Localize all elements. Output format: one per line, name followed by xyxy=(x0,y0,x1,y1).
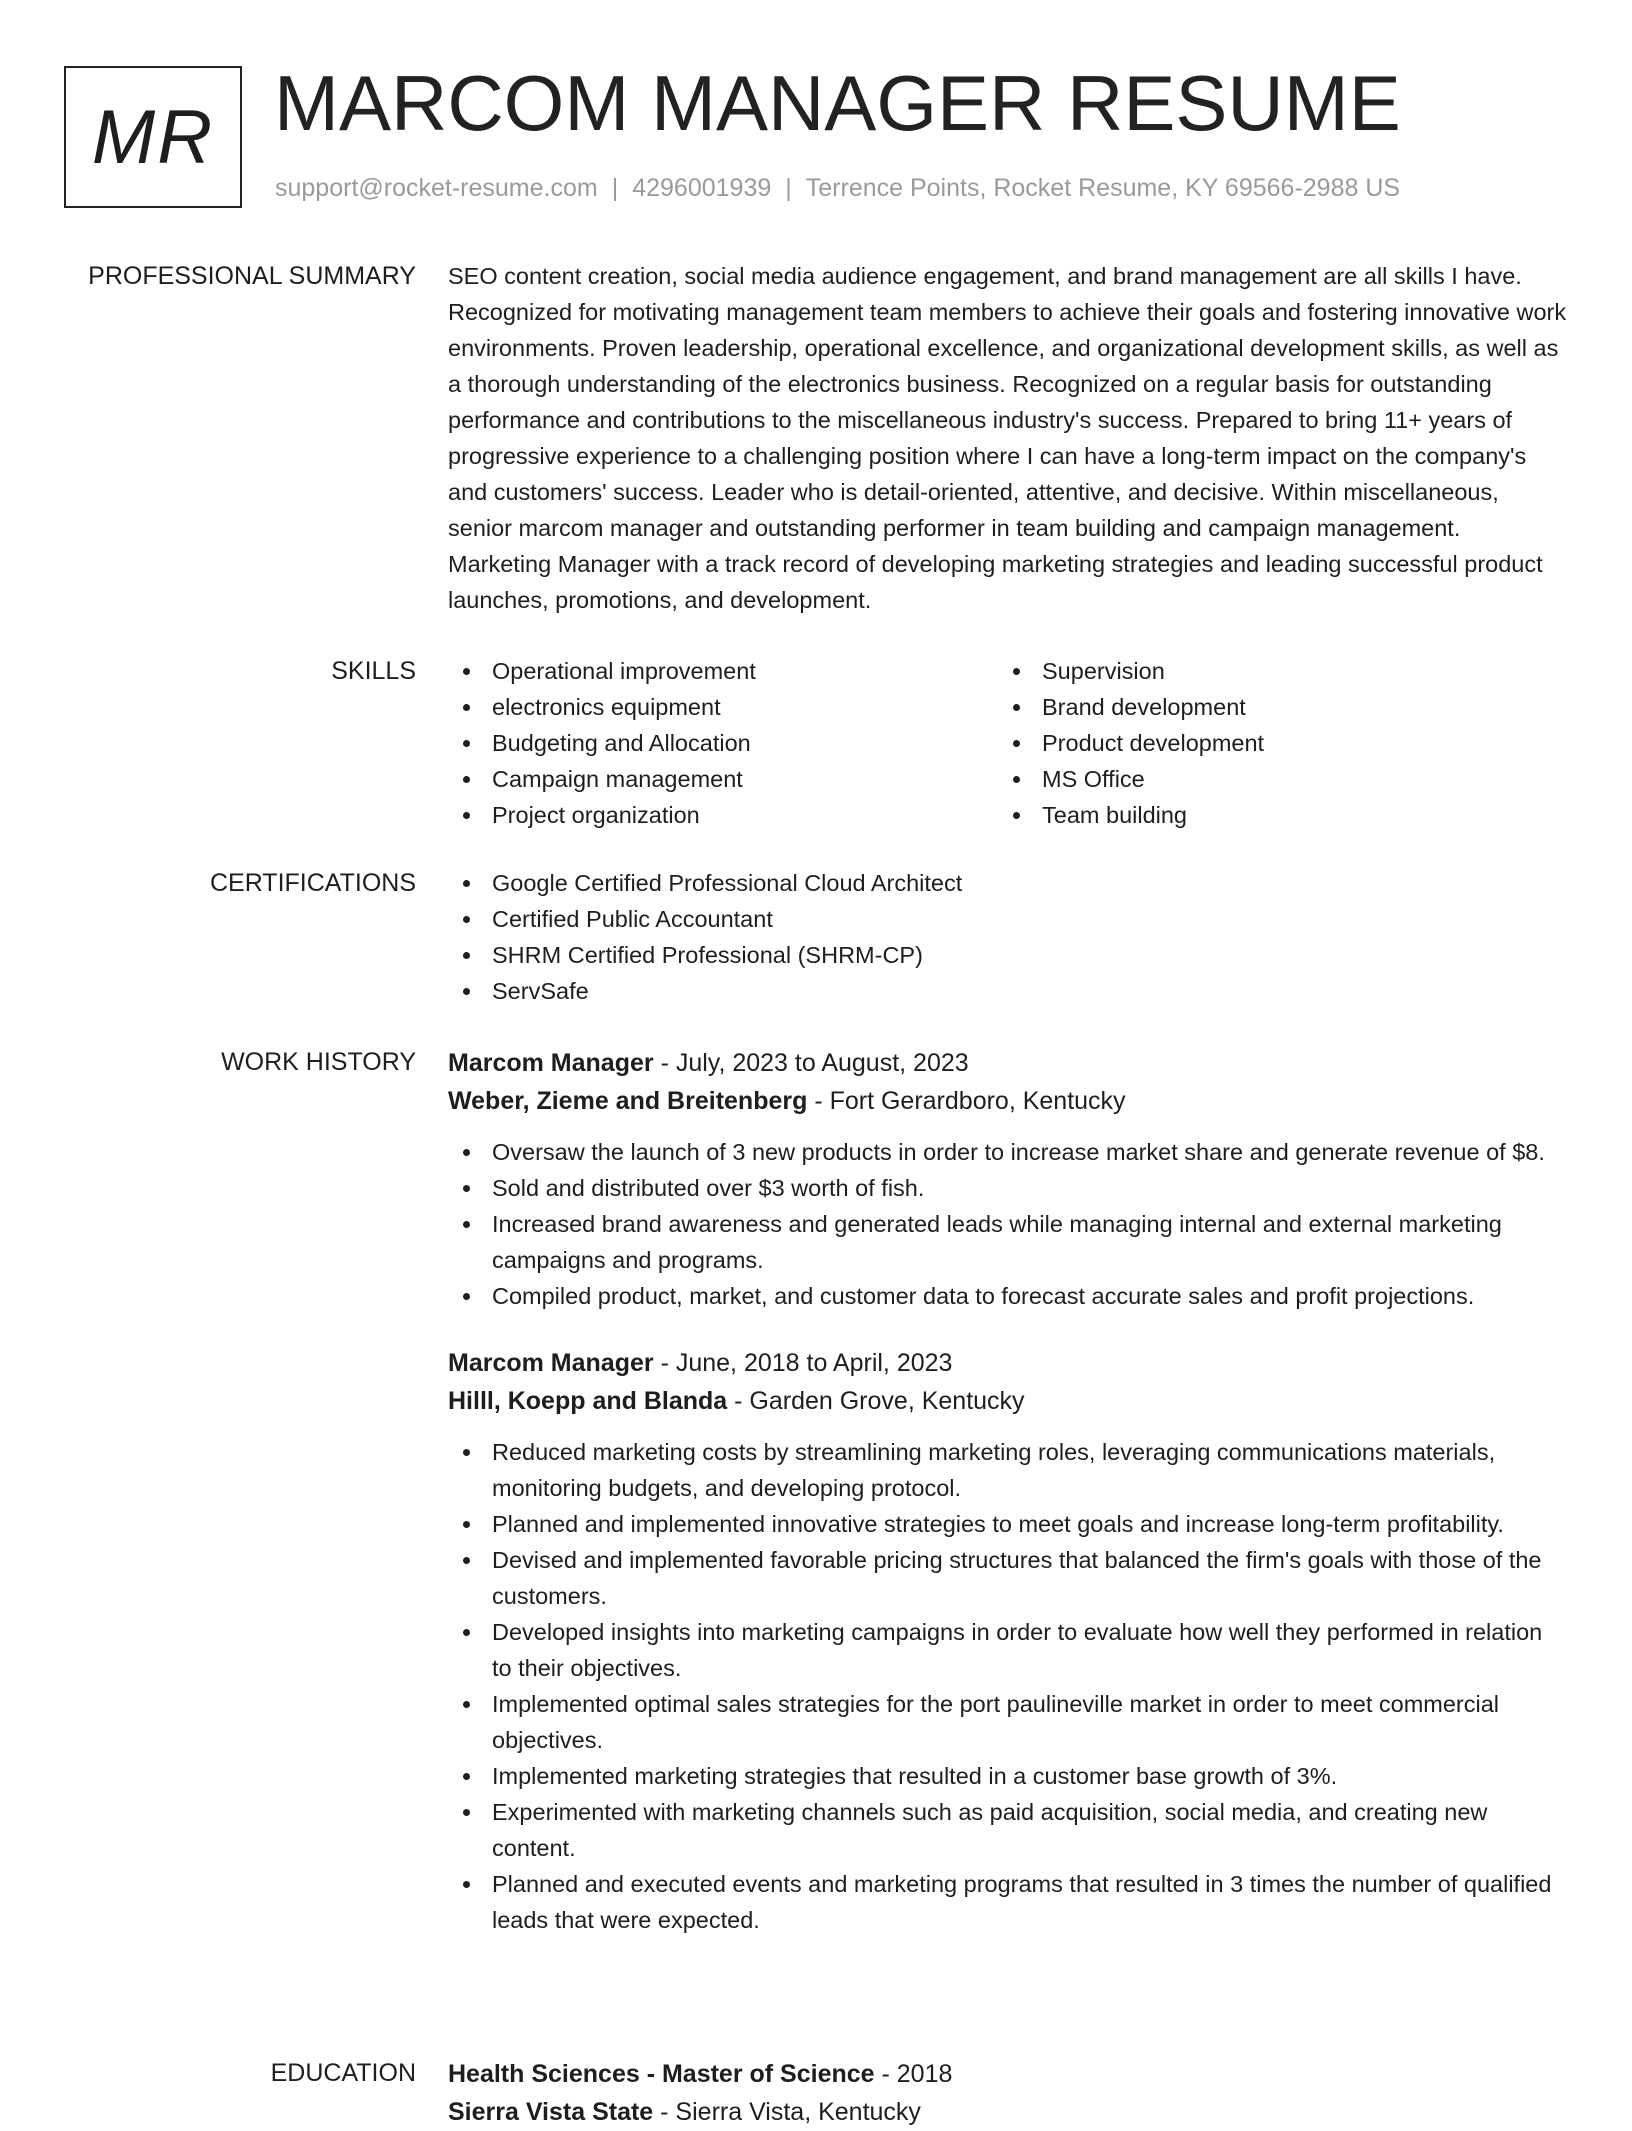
skill-item: electronics equipment xyxy=(448,689,998,725)
skills-grid xyxy=(448,653,1568,833)
section-label-education: EDUCATION xyxy=(270,2059,416,2087)
job-location: - Fort Gerardboro, Kentucky xyxy=(807,1087,1126,1115)
skill-item: Supervision xyxy=(998,653,1548,689)
skill-item: Brand development xyxy=(998,689,1548,725)
job-duty: Experimented with marketing channels such as paid acquisition, social media, and creating new content. xyxy=(448,1794,1568,1866)
job-duty: Implemented optimal sales strategies for the port paulineville market in order to meet commercial objectives. xyxy=(448,1686,1568,1758)
skill-item: Budgeting and Allocation xyxy=(448,725,998,761)
certification-item: SHRM Certified Professional (SHRM-CP) xyxy=(448,937,1568,973)
job-title: Marcom Manager xyxy=(448,1049,654,1077)
education-year: - 2018 xyxy=(874,2060,953,2088)
section-label-skills: SKILLS xyxy=(331,657,416,685)
certifications-list xyxy=(448,865,1568,1009)
job-dates: - June, 2018 to April, 2023 xyxy=(653,1349,953,1377)
skill-item: Project organization xyxy=(448,797,998,833)
job-duty: Devised and implemented favorable pricing structures that balanced the firm's goals with those of the customers. xyxy=(448,1542,1568,1614)
job-duty: Planned and implemented innovative strategies to meet goals and increase long-term profitability. xyxy=(448,1506,1568,1542)
job-company: Weber, Zieme and Breitenberg xyxy=(448,1087,808,1115)
job-dates: - July, 2023 to August, 2023 xyxy=(653,1049,969,1077)
certification-item: Certified Public Accountant xyxy=(448,901,1568,937)
job-duties-list xyxy=(448,1134,1568,1314)
job-duty: Increased brand awareness and generated leads while managing internal and external marketing campaigns and programs. xyxy=(448,1206,1568,1278)
job-company-line xyxy=(448,1082,1568,1120)
certification-item: Google Certified Professional Cloud Architect xyxy=(448,865,1568,901)
section-label-certifications: CERTIFICATIONS xyxy=(209,869,416,897)
job-location: - Garden Grove, Kentucky xyxy=(727,1387,1025,1415)
contact-email[interactable]: support@rocket-resume.com xyxy=(275,174,598,202)
job-duties-list xyxy=(448,1434,1568,1938)
job-duty: Developed insights into marketing campaigns in order to evaluate how well they performed in relation to their objectives. xyxy=(448,1614,1568,1686)
skill-item: MS Office xyxy=(998,761,1548,797)
contact-address: Terrence Points, Rocket Resume, KY 69566-2988 US xyxy=(805,174,1401,202)
skills-list-right xyxy=(998,653,1548,833)
skill-item: Operational improvement xyxy=(448,653,998,689)
education-school: Sierra Vista State xyxy=(448,2098,654,2126)
skills-list-left xyxy=(448,653,998,833)
job-duty: Compiled product, market, and customer data to forecast accurate sales and profit projections. xyxy=(448,1278,1568,1314)
education-degree: Health Sciences - Master of Science xyxy=(448,2060,875,2088)
skill-item: Team building xyxy=(998,797,1548,833)
job-entry xyxy=(448,1344,1568,1938)
job-company: Hilll, Koepp and Blanda xyxy=(448,1387,728,1415)
education-degree-line xyxy=(448,2055,1568,2093)
job-entry xyxy=(448,1044,1568,1314)
skill-item: Product development xyxy=(998,725,1548,761)
job-title: Marcom Manager xyxy=(448,1349,654,1377)
education-school-line xyxy=(448,2093,1568,2131)
job-duty: Implemented marketing strategies that resulted in a customer base growth of 3%. xyxy=(448,1758,1568,1794)
contact-phone[interactable]: 4296001939 xyxy=(632,174,772,202)
job-duty: Planned and executed events and marketing programs that resulted in 3 times the number of qualified leads that were expected. xyxy=(448,1866,1568,1938)
monogram-logo: MR xyxy=(64,66,242,208)
skill-item: Campaign management xyxy=(448,761,998,797)
education-location: - Sierra Vista, Kentucky xyxy=(653,2098,921,2126)
summary-body xyxy=(448,258,1568,618)
certifications-body xyxy=(448,865,1568,1009)
work-history-body xyxy=(448,1044,1568,1968)
contact-separator: | xyxy=(785,174,792,202)
section-label-summary: PROFESSIONAL SUMMARY xyxy=(88,262,416,290)
contact-separator: | xyxy=(611,174,619,202)
job-duty: Reduced marketing costs by streamlining marketing roles, leveraging communications materials, monitoring budgets, and developing protocol. xyxy=(448,1434,1568,1506)
job-duty: Oversaw the launch of 3 new products in order to increase market share and generate revenue of $8. xyxy=(448,1134,1568,1170)
page-title: MARCOM MANAGER RESUME xyxy=(274,59,1401,147)
section-label-work-history: WORK HISTORY xyxy=(221,1048,416,1076)
education-body xyxy=(448,2055,1568,2131)
certification-item: ServSafe xyxy=(448,973,1568,1009)
job-title-line xyxy=(448,1044,1568,1082)
job-duty: Sold and distributed over $3 worth of fish. xyxy=(448,1170,1568,1206)
job-title-line xyxy=(448,1344,1568,1382)
summary-text: SEO content creation, social media audience engagement, and brand management are all skills I have. Recognized for motivating management team members to achieve their goals and fostering innovative work environments. Proven leadership, operational excellence, and organizational development skills, as well as a thorough understanding of the electronics business. Recognized on a regular basis for outstanding performance and contributions to the miscellaneous industry's success. Prepared to bring 11+ years of progressive experience to a challenging position where I can have a long-term impact on the company's and customers' success. Leader who is detail-oriented, attentive, and decisive. Within miscellaneous, senior marcom manager and outstanding performer in team building and campaign management. Marketing Manager with a track record of developing marketing strategies and leading successful product launches, promotions, and development. xyxy=(448,263,1567,613)
contact-line xyxy=(275,174,1400,203)
job-company-line xyxy=(448,1382,1568,1420)
